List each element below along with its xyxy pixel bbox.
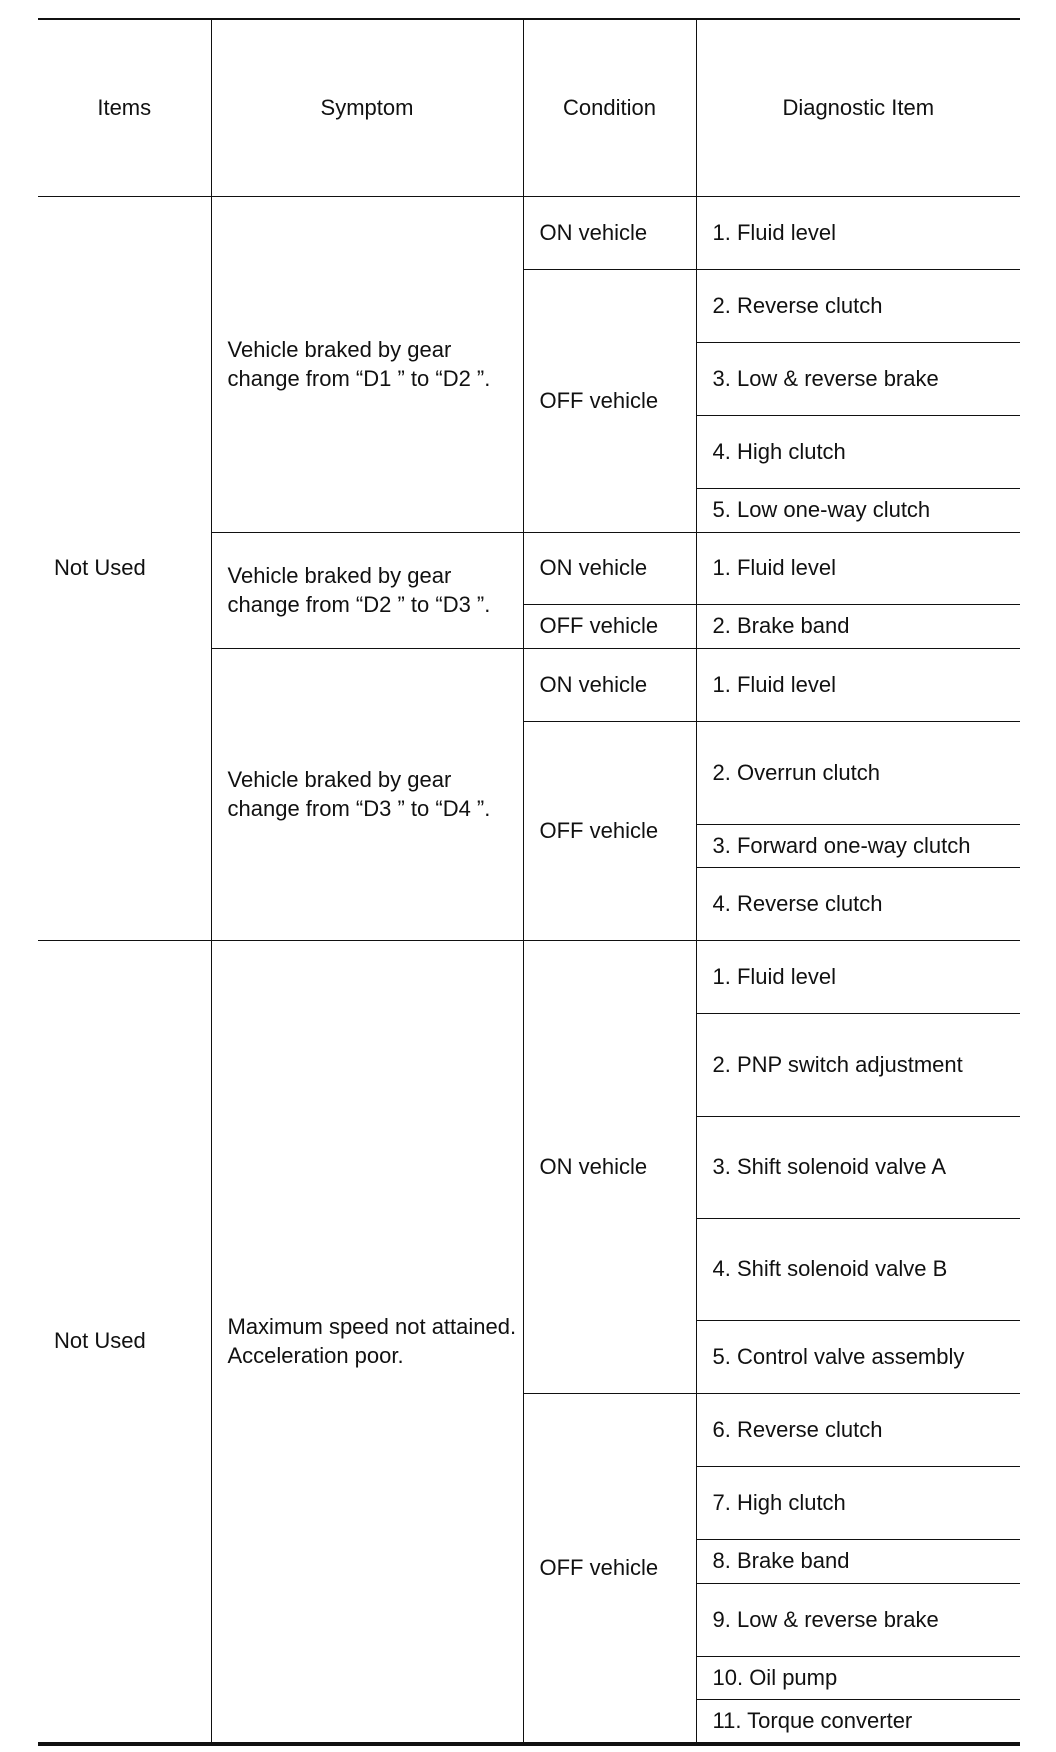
condition-cell: ON vehicle <box>523 196 696 269</box>
condition-cell: ON vehicle <box>523 648 696 721</box>
diagnostic-cell: 2. Brake band <box>696 604 1020 648</box>
diagnostic-cell: 11. Torque converter <box>696 1699 1020 1744</box>
diagnostic-cell: 4. Shift solenoid valve B <box>696 1218 1020 1320</box>
diagnostic-cell: 9. Low & reverse brake <box>696 1583 1020 1656</box>
diagnostic-cell: 1. Fluid level <box>696 196 1020 269</box>
symptom-cell: Maximum speed not attained. Acceleration poor. <box>211 940 523 1744</box>
diagnostic-cell: 4. High clutch <box>696 415 1020 488</box>
diagnostic-table <box>38 18 1020 1746</box>
header-diagnostic-item: Diagnostic Item <box>696 19 1020 196</box>
diagnostic-cell: 4. Reverse clutch <box>696 867 1020 940</box>
diagnostic-cell: 3. Forward one-way clutch <box>696 824 1020 867</box>
condition-cell: ON vehicle <box>523 532 696 604</box>
diagnostic-cell: 1. Fluid level <box>696 940 1020 1013</box>
diagnostic-cell: 1. Fluid level <box>696 648 1020 721</box>
diagnostic-cell: 5. Control valve assembly <box>696 1320 1020 1393</box>
condition-cell: OFF vehicle <box>523 721 696 940</box>
diagnostic-cell: 2. Reverse clutch <box>696 269 1020 342</box>
diagnostic-cell: 7. High clutch <box>696 1466 1020 1539</box>
diagnostic-cell: 3. Low & reverse brake <box>696 342 1020 415</box>
header-row <box>38 19 1020 196</box>
diagnostic-cell: 3. Shift solenoid valve A <box>696 1116 1020 1218</box>
diagnostic-cell: 6. Reverse clutch <box>696 1393 1020 1466</box>
item-cell: Not Used <box>38 196 211 940</box>
header-symptom: Symptom <box>211 19 523 196</box>
condition-cell: OFF vehicle <box>523 269 696 532</box>
header-condition: Condition <box>523 19 696 196</box>
header-items: Items <box>38 19 211 196</box>
condition-cell: OFF vehicle <box>523 604 696 648</box>
diagnostic-cell: 2. Overrun clutch <box>696 721 1020 824</box>
condition-cell: OFF vehicle <box>523 1393 696 1744</box>
table-row <box>38 940 1020 1013</box>
item-cell: Not Used <box>38 940 211 1744</box>
diagnostic-cell: 1. Fluid level <box>696 532 1020 604</box>
diagnostic-cell: 8. Brake band <box>696 1539 1020 1583</box>
diagnostic-cell: 10. Oil pump <box>696 1656 1020 1699</box>
symptom-cell: Vehicle braked by gear change from “D2 ” to “D3 ”. <box>211 532 523 648</box>
symptom-cell: Vehicle braked by gear change from “D3 ” to “D4 ”. <box>211 648 523 940</box>
table-row <box>38 196 1020 269</box>
symptom-cell: Vehicle braked by gear change from “D1 ” to “D2 ”. <box>211 196 523 532</box>
diagnostic-cell: 2. PNP switch adjustment <box>696 1013 1020 1116</box>
diagnostic-cell: 5. Low one-way clutch <box>696 488 1020 532</box>
condition-cell: ON vehicle <box>523 940 696 1393</box>
